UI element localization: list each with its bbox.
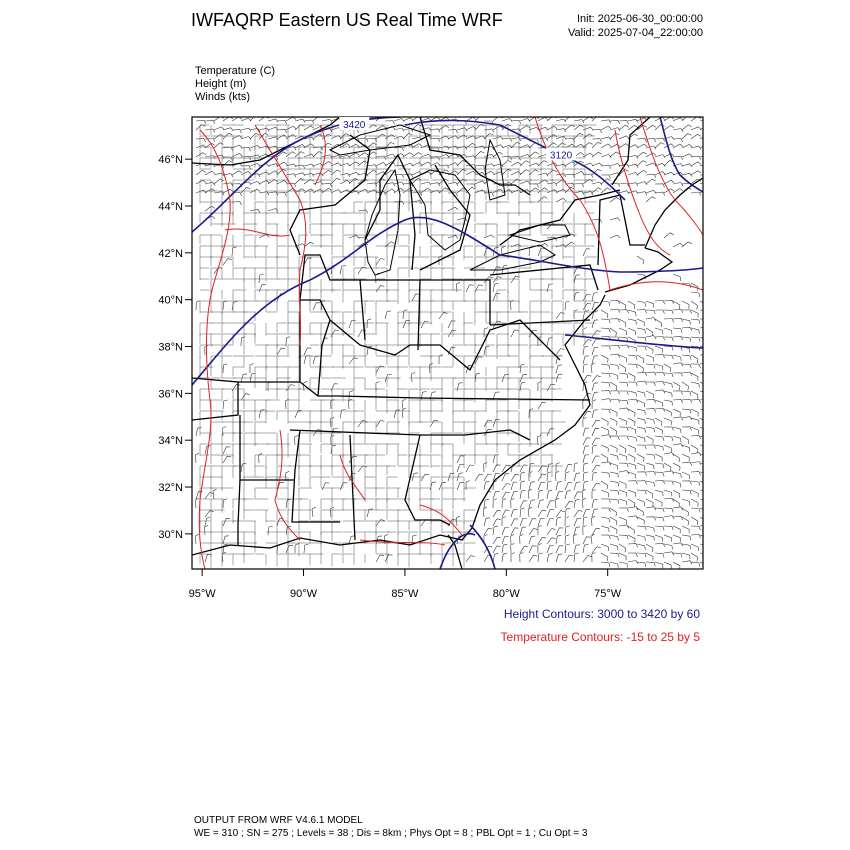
chart-title: IWFAQRP Eastern US Real Time WRF [191,10,503,30]
init-time: Init: 2025-06-30_00:00:00 [577,13,703,25]
lat-tick-label: 34°N [158,435,183,448]
contour-label: 3120 [549,150,573,162]
longitude-ticks [189,569,622,600]
field-winds: Winds (kts) [195,91,250,103]
lon-tick-label: 90°W [290,588,318,600]
lat-tick-label: 40°N [158,294,183,307]
lon-tick-label: 85°W [391,588,419,600]
lat-tick-label: 32°N [158,482,183,495]
temperature-contour-legend: Temperature Contours: -15 to 25 by 5 [500,630,700,644]
lon-tick-label: 80°W [492,588,520,600]
valid-time: Valid: 2025-07-04_22:00:00 [568,27,703,39]
lat-tick-label: 46°N [158,154,183,167]
lat-tick-label: 44°N [158,200,183,213]
lon-tick-label: 95°W [188,588,216,600]
lat-tick-label: 36°N [158,388,183,401]
height-contour-legend: Height Contours: 3000 to 3420 by 60 [503,607,700,621]
lon-tick-label: 75°W [594,588,622,600]
field-height: Height (m) [195,78,247,90]
model-options: WE = 310 ; SN = 275 ; Levels = 38 ; Dis = 8km ; Phys Opt = 8 ; PBL Opt = 1 ; Cu Opt = 3 [194,828,588,839]
contour-label: 3420 [343,120,366,132]
latitude-ticks [158,154,192,541]
lat-tick-label: 42°N [158,247,183,260]
model-info: OUTPUT FROM WRF V4.6.1 MODEL [194,815,363,826]
lat-tick-label: 38°N [158,341,183,354]
field-temperature: Temperature (C) [195,65,276,77]
lat-tick-label: 30°N [158,528,183,541]
